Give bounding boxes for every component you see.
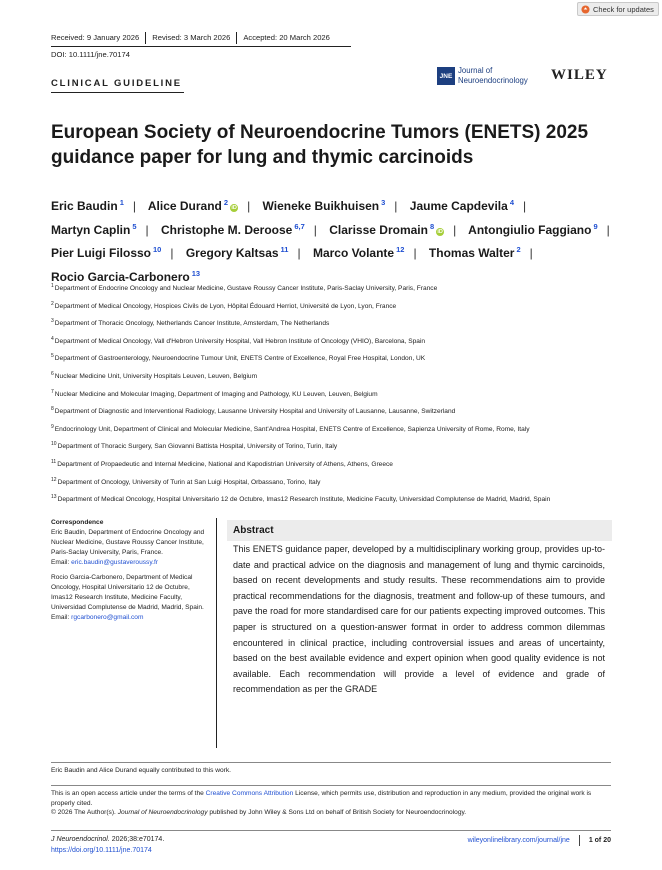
cc-license-link[interactable]: Creative Commons Attribution [205,790,294,797]
affiliation-number: 9 [51,423,54,430]
author-affiliation-ref[interactable]: 9 [593,221,598,231]
affiliation-text: Nuclear Medicine Unit, University Hospitals Leuven, Leuven, Belgium [54,372,258,380]
author-name[interactable] [263,199,386,213]
email-link-2[interactable]: rgcarbonero@gmail.com [71,614,144,621]
author-name-text: Gregory Kaltsas [185,246,279,260]
author-affiliation-ref[interactable]: 8 [429,221,435,231]
section-label-underline [51,92,184,93]
author-separator: | [170,246,174,260]
correspondence-address-1: Eric Baudin, Department of Endocrine Oncology and Nuclear Medicine, Gustave Roussy Cancer Institute, Paris-Saclay University, Paris, France. [51,529,205,556]
affiliation-text: Department of Gastroenterology, Neuroendocrine Tumour Unit, ENETS Centre of Excellence, Royal Free Hospital, London, UK [54,355,426,363]
dates-divider [51,46,351,47]
author-separator: | [522,199,527,213]
author-name[interactable] [186,246,289,260]
update-icon [581,5,590,14]
correspondence-heading: Correspondence [51,519,104,526]
author-name-text: Rocio Garcia-Carbonero [51,269,190,284]
doi-link[interactable]: https://doi.org/10.1111/jne.70174 [51,846,152,854]
author-separator: | [313,222,317,237]
author-name-text: Alice Durand [147,199,222,213]
affiliation-item [51,300,616,311]
affiliation-text: Endocrinology Unit, Department of Clinical and Molecular Medicine, Sant'Andrea Hospital, ENETS Centre of Excellence, Sapienza University of Rome, Rome, Italy [54,425,530,433]
affiliation-item [51,423,616,434]
author-name[interactable] [313,246,404,260]
orcid-icon[interactable]: iD [437,228,443,235]
author-affiliation-ref[interactable]: 11 [280,245,289,254]
article-dates [51,32,336,44]
author-affiliation-ref[interactable]: 2 [223,198,229,207]
equal-contribution-note: Eric Baudin and Alice Durand equally contributed to this work. [51,767,231,774]
affiliation-text: Department of Thoracic Oncology, Netherlands Cancer Institute, Amsterdam, The Netherlands [54,320,330,328]
author-name[interactable] [429,246,521,260]
author-separator: | [132,199,136,213]
author-separator: | [529,246,533,260]
author-name[interactable] [161,223,305,237]
author-affiliation-ref[interactable]: 5 [132,221,137,231]
email-label: Email: [51,614,70,621]
affiliation-number: 6 [51,370,54,377]
check-for-updates-button[interactable] [577,2,659,16]
author-separator: | [394,199,398,213]
author-name-text: Pier Luigi Filosso [51,246,152,260]
affiliation-number: 5 [51,353,54,360]
abstract-heading-bar [227,520,612,541]
affiliation-number: 10 [51,441,57,448]
affiliation-item [51,370,616,381]
author-name[interactable] [51,223,137,237]
affiliation-text: Department of Diagnostic and Interventional Radiology, Lausanne University Hospital and University of Lausanne, Lausanne, Switzerland [54,408,456,416]
affiliation-item [51,317,616,328]
page-number: 1 of 20 [588,837,611,844]
affiliation-number: 13 [51,494,57,501]
orcid-icon[interactable]: iD [231,205,237,211]
abstract-divider [216,518,217,748]
affiliation-number: 4 [51,335,54,342]
author-name-text: Thomas Walter [428,246,515,260]
affiliation-text: Department of Propaedeutic and Internal Medicine, National and Kapodistrian University of Athens, Athens, Greece [57,460,393,468]
copyright-pre: © 2026 The Author(s). [51,809,118,817]
affiliation-item [51,440,616,451]
author-separator: | [606,222,610,237]
citation-details: 2026;38:e70174. [109,836,165,843]
footer-separator [579,835,580,846]
author-affiliation-ref[interactable]: 12 [396,245,405,254]
license-post: License, which permits use, distribution and reproduction in any medium, provided the original work is properly cited. [51,790,592,807]
author-name[interactable] [148,199,238,213]
journal-site-link[interactable]: wileyonlinelibrary.com/journal/jne [467,837,570,844]
affiliation-item [51,282,616,293]
correspondence-block-1 [51,528,206,568]
affiliation-text: Department of Endocrine Oncology and Nuclear Medicine, Gustave Roussy Cancer Institute, Paris-Saclay University, Paris, France [54,285,438,292]
author-name-text: Clarisse Dromain [329,222,428,237]
affiliation-item [51,388,616,399]
license-note [51,789,611,818]
journal-logo-icon[interactable]: JNE [437,67,455,85]
author-name-text: Martyn Caplin [51,222,131,237]
doi-header[interactable]: DOI: 10.1111/jne.70174 [51,50,130,59]
affiliation-item [51,476,616,487]
author-affiliation-ref[interactable]: 1 [119,198,124,207]
citation-journal: J Neuroendocrinol. [51,836,110,843]
author-separator: | [145,222,149,237]
footer-divider [51,830,611,831]
author-affiliation-ref[interactable]: 4 [509,198,514,207]
author-affiliation-ref[interactable]: 6,7 [294,221,305,231]
author-separator: | [453,222,457,237]
author-separator: | [413,246,417,260]
check-for-updates-label: Check for updates [593,4,654,14]
author-name-text: Antongiulio Faggiano [468,222,592,237]
affiliation-item [51,493,616,504]
author-name-text: Marco Volante [312,246,395,260]
affiliation-number: 7 [51,388,54,395]
author-separator: | [297,246,301,260]
author-separator: | [247,199,251,213]
author-name-text: Jaume Capdevila [409,199,508,213]
affiliation-number: 3 [51,318,54,325]
affiliation-text: Department of Medical Oncology, Vall d'Hebron University Hospital, Vall Hebron Institute of Oncology (VHIO), Barcelona, Spain [54,337,426,345]
affiliation-text: Department of Medical Oncology, Hospices Civils de Lyon, Hôpital Édouard Herriot, Université de Lyon, Lyon, France [54,302,397,310]
revised-date: Revised: 3 March 2026 [145,32,236,44]
author-affiliation-ref[interactable]: 2 [516,245,521,254]
copyright-post: published by John Wiley & Sons Ltd on behalf of British Society for Neuroendocrinology. [207,809,467,817]
author-name[interactable] [468,223,597,237]
correspondence-block-2 [51,573,206,623]
affiliation-item [51,458,616,469]
author-affiliation-ref[interactable]: 3 [381,198,386,207]
footer-right [468,835,611,846]
section-label: CLINICAL GUIDELINE [51,78,182,89]
email-link-1[interactable]: eric.baudin@gustaveroussy.fr [71,559,159,566]
affiliation-text: Nuclear Medicine and Molecular Imaging, Department of Imaging and Pathology, KU Leuven, Leuven, Belgium [54,390,378,398]
accepted-date: Accepted: 20 March 2026 [236,32,336,44]
affiliation-item [51,352,616,363]
affiliation-item [51,405,616,416]
author-affiliation-ref[interactable]: 13 [191,268,201,278]
affiliation-text: Department of Medical Oncology, Hospital Universitario 12 de Octubre, Imas12 Research Institute, Medicine Faculty, Universidad Complutense de Madrid, Madrid, Spain [57,496,551,504]
footer-citation [51,835,164,856]
journal-name-line1: Journal of [458,66,493,75]
author-name-text: Christophe M. Deroose [160,222,293,237]
affiliation-number: 8 [51,406,54,413]
journal-name[interactable] [458,66,528,85]
license-divider [51,785,611,786]
copyright-journal: Journal of Neuroendocrinology [117,809,208,817]
author-affiliation-ref[interactable]: 10 [153,245,162,254]
affiliation-text: Department of Thoracic Surgery, San Giovanni Battista Hospital, University of Torino, Turin, Italy [57,443,338,451]
affiliation-list [51,282,616,511]
author-name[interactable] [51,199,124,213]
abstract-text: This ENETS guidance paper, developed by a multidisciplinary working group, provides up-to-date and practical advice on the diagnosis and management of lung and thymic carcinoids, based on recent developments and study results. These recommendations aim to provide practical recommendations for the diagnosis, treatment and follow-up of these tumours, and pave the road for more standardised care for our patients expecting improved outcomes. This paper is structured on a question-answer format in order to address common dilemmas encountered in clinical practice, including controversial issues and areas of uncertainty, based on the best available evidence and expert opinion when good quality evidence is not available. Each recommendation will provide a level of evidence and grade of recommendation as per the GRADE [233,544,605,695]
correspondence-address-2: Rocio Garcia-Carbonero, Department of Medical Oncology, Hospital Universitario 12 de Octubre, Imas12 Research Institute, Medicine Faculty, Universidad Complutense de Madrid, Madrid, Spain. [51,574,204,611]
affiliation-number: 12 [51,476,57,483]
author-list [51,193,621,287]
affiliation-text: Department of Oncology, University of Turin at San Luigi Hospital, Orbassano, Torino, Italy [57,478,321,486]
affiliation-number: 2 [51,300,54,307]
author-name[interactable] [329,223,444,237]
author-name[interactable] [51,246,161,260]
abstract-heading: Abstract [233,525,274,536]
received-date: Received: 9 January 2026 [51,33,140,42]
affiliation-item [51,335,616,346]
email-label: Email: [51,559,70,566]
journal-name-line2: Neuroendocrinology [458,75,528,85]
license-pre: This is an open access article under the terms of the [51,790,206,797]
correspondence [51,518,206,628]
author-name[interactable] [410,199,514,213]
affiliation-number: 11 [51,458,57,465]
article-title: European Society of Neuroendocrine Tumors (ENETS) 2025 guidance paper for lung and thymic carcinoids [51,122,589,168]
author-name-text: Wieneke Buikhuisen [262,199,380,213]
publisher-logo[interactable]: WILEY [551,67,608,83]
footnote-divider [51,762,611,763]
affiliation-number: 1 [51,283,54,289]
author-name-text: Eric Baudin [51,199,118,213]
